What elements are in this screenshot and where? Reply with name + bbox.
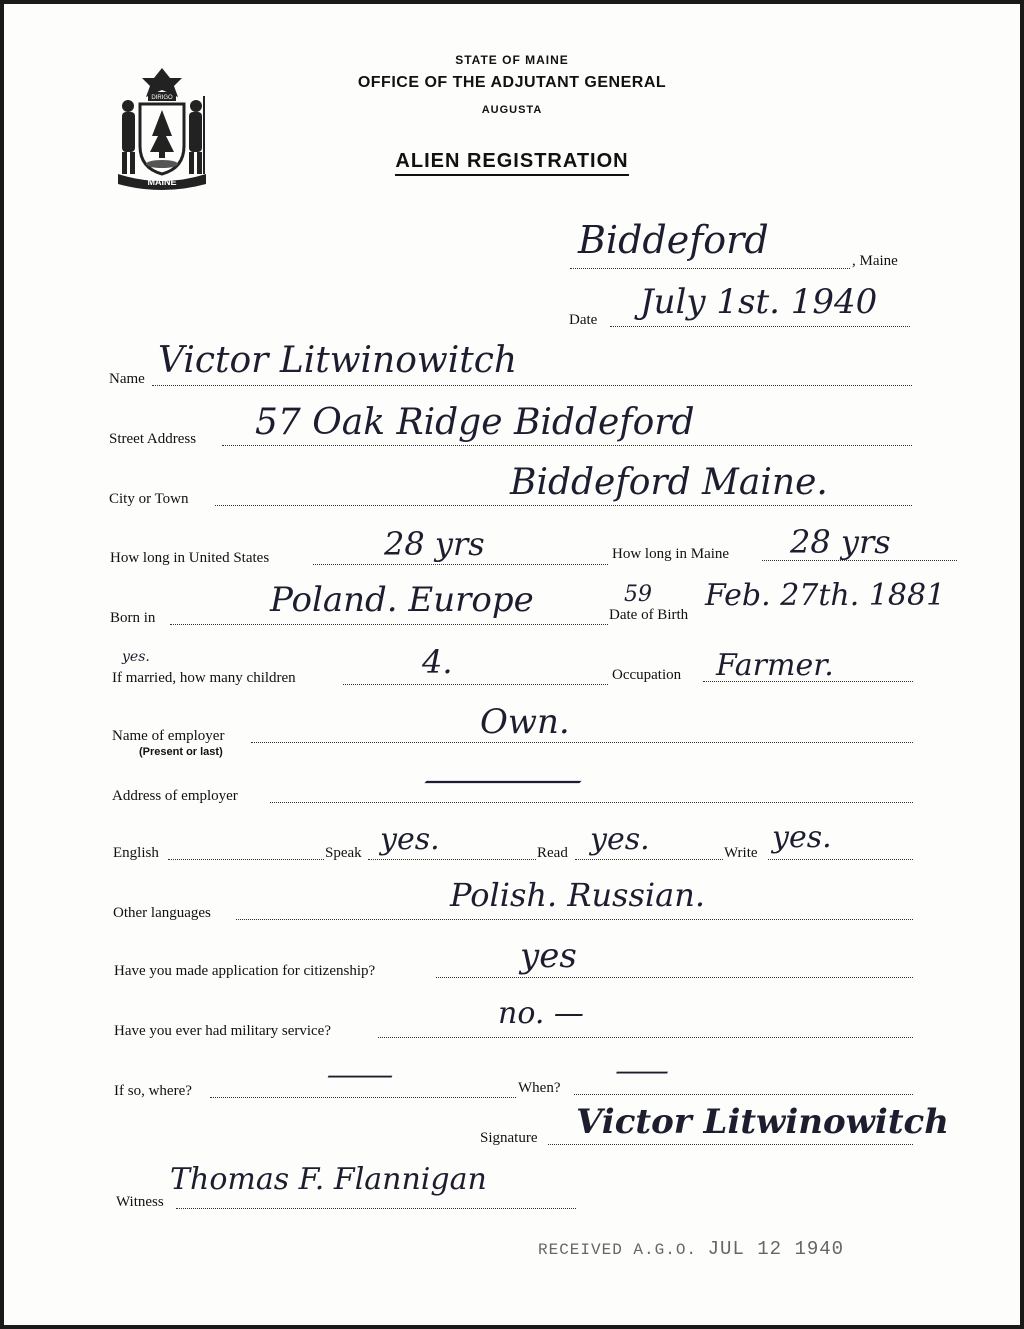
date-of-birth-value: Feb. 27th. 1881 xyxy=(705,578,946,613)
citizenship-value: yes xyxy=(520,936,577,976)
header-office: OFFICE OF THE ADJUTANT GENERAL xyxy=(357,74,667,91)
english-line xyxy=(168,859,324,860)
speak-value: yes. xyxy=(380,822,440,857)
employer-address-label: Address of employer xyxy=(112,788,238,804)
married-line xyxy=(343,684,608,685)
speak-line xyxy=(368,859,536,860)
speak-label: Speak xyxy=(325,845,362,861)
name-line xyxy=(152,385,912,386)
stamp-date: JUL 12 1940 xyxy=(707,1238,845,1260)
where-value: — xyxy=(325,1058,395,1091)
form-title xyxy=(0,150,1024,173)
military-label: Have you ever had military service? xyxy=(114,1023,331,1039)
how-long-us-line xyxy=(313,564,608,565)
witness-line xyxy=(176,1208,576,1209)
witness-label: Witness xyxy=(116,1194,164,1210)
when-label: When? xyxy=(518,1080,561,1096)
street-address-value: 57 Oak Ridge Biddeford xyxy=(255,402,695,443)
signature-value: Victor Litwinowitch xyxy=(576,1102,949,1142)
when-value: — xyxy=(614,1054,670,1087)
how-long-maine-label: How long in Maine xyxy=(612,546,730,562)
city-line xyxy=(215,505,912,506)
date-of-birth-label: Date of Birth xyxy=(609,607,689,623)
military-line xyxy=(378,1037,913,1038)
signature-label: Signature xyxy=(480,1130,538,1146)
date-label: Date xyxy=(569,312,598,328)
other-languages-line xyxy=(236,919,913,920)
where-line xyxy=(210,1097,516,1098)
how-long-us-label: How long in United States xyxy=(110,550,270,566)
place-value: Biddeford xyxy=(578,218,769,262)
read-label: Read xyxy=(537,845,568,861)
street-address-line xyxy=(222,445,912,446)
employer-name-sublabel: (Present or last) xyxy=(139,746,223,758)
form-title-text: ALIEN REGISTRATION xyxy=(395,150,628,176)
other-languages-label: Other languages xyxy=(113,905,211,921)
date-value: July 1st. 1940 xyxy=(640,282,878,322)
citizenship-line xyxy=(436,977,913,978)
employer-address-value: — xyxy=(418,760,588,800)
signature-line xyxy=(548,1144,913,1145)
received-stamp xyxy=(538,1238,844,1260)
where-label: If so, where? xyxy=(114,1083,192,1099)
witness-value: Thomas F. Flannigan xyxy=(170,1162,487,1197)
write-label: Write xyxy=(724,845,758,861)
english-label: English xyxy=(113,845,159,861)
age-note: 59 xyxy=(624,582,652,607)
seal-motto: DIRIGO xyxy=(151,95,173,101)
header-state: STATE OF MAINE xyxy=(455,53,569,67)
employer-name-value: Own. xyxy=(480,702,570,742)
employer-address-line xyxy=(270,802,913,803)
born-in-line xyxy=(170,624,608,625)
military-value: no. — xyxy=(498,996,584,1031)
occupation-label: Occupation xyxy=(612,667,682,683)
name-value: Victor Litwinowitch xyxy=(158,340,518,381)
street-address-label: Street Address xyxy=(109,431,197,447)
born-in-label: Born in xyxy=(110,610,156,626)
city-value: Biddeford Maine. xyxy=(510,462,828,503)
how-long-maine-value: 28 yrs xyxy=(790,523,891,561)
name-label: Name xyxy=(109,371,145,387)
occupation-value: Farmer. xyxy=(716,648,834,683)
seal-banner: MAINE xyxy=(147,177,177,187)
write-value: yes. xyxy=(772,820,832,855)
header-city: AUGUSTA xyxy=(481,104,543,116)
other-languages-value: Polish. Russian. xyxy=(450,876,705,914)
children-value: 4. xyxy=(422,643,453,681)
place-label: , Maine xyxy=(852,253,898,269)
born-in-value: Poland. Europe xyxy=(270,580,534,620)
employer-name-line xyxy=(251,742,913,743)
employer-name-label: Name of employer xyxy=(112,728,225,744)
how-long-us-value: 28 yrs xyxy=(384,525,485,563)
married-label: If married, how many children xyxy=(112,670,296,686)
write-line xyxy=(768,859,913,860)
read-line xyxy=(575,859,723,860)
read-value: yes. xyxy=(590,822,650,857)
when-line xyxy=(574,1094,913,1095)
date-line xyxy=(610,326,910,327)
citizenship-label: Have you made application for citizenship? xyxy=(114,963,376,979)
stamp-text: RECEIVED A.G.O. xyxy=(538,1241,698,1259)
place-line xyxy=(570,268,850,269)
city-label: City or Town xyxy=(109,491,189,507)
married-note: yes. xyxy=(122,649,150,665)
